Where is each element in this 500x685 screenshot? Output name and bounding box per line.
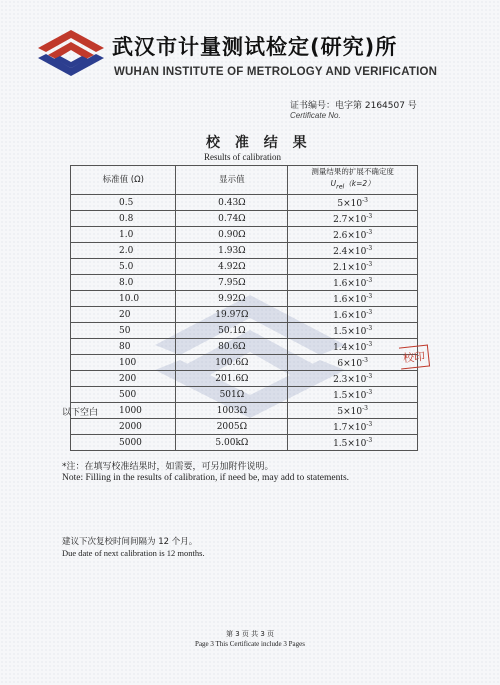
uncertainty-base: 6×10 [337, 359, 363, 369]
uncertainty-exponent: -3 [362, 357, 368, 364]
uncertainty-exponent: -3 [366, 437, 373, 444]
standard-value-cell: 0.5 [71, 195, 176, 211]
uncertainty-cell [288, 195, 418, 211]
table-row [71, 275, 418, 291]
header-standard: 标准值 (Ω) [71, 166, 176, 195]
results-title-en: Results of calibration [204, 152, 281, 162]
reading-value-cell: 4.92Ω [176, 259, 288, 275]
u-subscript: rel [336, 183, 345, 191]
uncertainty-cell [288, 371, 418, 387]
due-date-cn: 建议下次复校时间间隔为 12 个月。 [62, 537, 198, 547]
uncertainty-exponent: -3 [366, 421, 373, 428]
note-en: Note: Filling in the results of calibration, if need be, may add to statements. [62, 473, 350, 483]
uncertainty-cell [288, 291, 418, 307]
reading-value-cell: 0.43Ω [176, 195, 288, 211]
org-name-en: WUHAN INSTITUTE OF METROLOGY AND VERIFICATION [114, 66, 438, 78]
uncertainty-exponent: -3 [366, 229, 373, 236]
standard-value-cell: 20 [71, 307, 176, 323]
uncertainty-base: 2.7×10 [333, 215, 367, 225]
header-reading: 显示值 [176, 166, 288, 195]
uncertainty-exponent: -3 [366, 245, 373, 252]
uncertainty-base: 1.7×10 [333, 423, 367, 433]
table-row [71, 307, 418, 323]
uncertainty-exponent: -3 [362, 197, 368, 204]
table-row [71, 227, 418, 243]
uncertainty-base: 1.5×10 [333, 391, 367, 401]
uncertainty-exponent: -3 [366, 309, 373, 316]
header-uncertainty-symbol [288, 178, 417, 194]
uncertainty-base: 2.4×10 [333, 247, 367, 257]
calibration-table [70, 165, 418, 451]
reading-value-cell: 9.92Ω [176, 291, 288, 307]
table-row [71, 195, 418, 211]
standard-value-cell: 1.0 [71, 227, 176, 243]
uncertainty-cell [288, 339, 418, 355]
standard-value-cell: 2.0 [71, 243, 176, 259]
uncertainty-cell [288, 259, 418, 275]
reading-value-cell: 7.95Ω [176, 275, 288, 291]
table-row [71, 259, 418, 275]
uncertainty-cell [288, 419, 418, 435]
table-row [71, 243, 418, 259]
org-name-cn: 武汉市计量测试检定(研究)所 [112, 35, 398, 59]
uncertainty-base: 1.6×10 [333, 311, 367, 321]
uncertainty-base: 1.5×10 [333, 439, 367, 449]
header-uncertainty [288, 166, 418, 195]
standard-value-cell: 200 [71, 371, 176, 387]
reading-value-cell: 19.97Ω [176, 307, 288, 323]
uncertainty-exponent: -3 [366, 293, 373, 300]
uncertainty-exponent: -3 [366, 389, 373, 396]
uncertainty-base: 2.1×10 [333, 263, 367, 273]
header-uncertainty-title: 测量结果的扩展不确定度 [311, 167, 394, 177]
reading-value-cell: 2005Ω [176, 419, 288, 435]
table-row [71, 419, 418, 435]
due-date-en: Due date of next calibration is 12 months. [62, 548, 205, 558]
uncertainty-cell [288, 403, 418, 419]
results-title-cn: 校 准 结 果 [206, 135, 312, 151]
reading-value-cell: 1003Ω [176, 403, 288, 419]
uncertainty-exponent: -3 [366, 261, 373, 268]
reading-value-cell: 201.6Ω [176, 371, 288, 387]
u-symbol: U [330, 179, 337, 189]
red-seal-stamp: 校印 [399, 345, 430, 370]
uncertainty-base: 5×10 [337, 199, 363, 209]
table-row [71, 355, 418, 371]
reading-value-cell: 50.1Ω [176, 323, 288, 339]
table-row [71, 371, 418, 387]
note-cn: *注：在填写校准结果时，如需要，可另加附件说明。 [62, 462, 274, 472]
standard-value-cell: 50 [71, 323, 176, 339]
table-row [71, 435, 418, 451]
page-number-cn: 第 3 页 共 3 页 [225, 630, 275, 638]
k-factor: （k=2） [344, 179, 375, 189]
uncertainty-cell [288, 243, 418, 259]
standard-value-cell: 1000 [71, 403, 176, 419]
uncertainty-base: 1.6×10 [333, 279, 367, 289]
uncertainty-base: 2.3×10 [333, 375, 367, 385]
standard-value-cell: 0.8 [71, 211, 176, 227]
standard-value-cell: 80 [71, 339, 176, 355]
uncertainty-base: 1.6×10 [333, 295, 367, 305]
certificate-number: 证书编号：电字第 2164507 号 [290, 101, 417, 111]
institute-logo [36, 28, 106, 80]
standard-value-cell: 5.0 [71, 259, 176, 275]
table-row [71, 291, 418, 307]
uncertainty-exponent: -3 [366, 277, 373, 284]
uncertainty-cell [288, 435, 418, 451]
standard-value-cell: 500 [71, 387, 176, 403]
table-row [71, 323, 418, 339]
table-row [71, 339, 418, 355]
table-row [71, 403, 418, 419]
standard-value-cell: 10.0 [71, 291, 176, 307]
uncertainty-base: 5×10 [337, 407, 363, 417]
uncertainty-exponent: -3 [366, 325, 373, 332]
reading-value-cell: 501Ω [176, 387, 288, 403]
uncertainty-base: 2.6×10 [333, 231, 367, 241]
standard-value-cell: 2000 [71, 419, 176, 435]
reading-value-cell: 80.6Ω [176, 339, 288, 355]
reading-value-cell: 5.00kΩ [176, 435, 288, 451]
uncertainty-cell [288, 307, 418, 323]
table-row [71, 387, 418, 403]
uncertainty-exponent: -3 [362, 405, 368, 412]
uncertainty-exponent: -3 [366, 373, 373, 380]
uncertainty-cell [288, 211, 418, 227]
blank-below-note: 以下空白 [62, 408, 99, 418]
reading-value-cell: 1.93Ω [176, 243, 288, 259]
uncertainty-cell [288, 355, 418, 371]
reading-value-cell: 0.74Ω [176, 211, 288, 227]
uncertainty-exponent: -3 [366, 341, 373, 348]
reading-value-cell: 0.90Ω [176, 227, 288, 243]
uncertainty-base: 1.4×10 [333, 343, 367, 353]
reading-value-cell: 100.6Ω [176, 355, 288, 371]
page-number-en: Page 3 This Certificate include 3 Pages [195, 640, 305, 648]
uncertainty-cell [288, 323, 418, 339]
uncertainty-cell [288, 387, 418, 403]
standard-value-cell: 8.0 [71, 275, 176, 291]
uncertainty-cell [288, 227, 418, 243]
uncertainty-exponent: -3 [366, 213, 373, 220]
uncertainty-cell [288, 275, 418, 291]
certificate-number-label-en: Certificate No. [290, 111, 341, 120]
table-row [71, 211, 418, 227]
uncertainty-base: 1.5×10 [333, 327, 367, 337]
standard-value-cell: 100 [71, 355, 176, 371]
standard-value-cell: 5000 [71, 435, 176, 451]
table-header-row [71, 166, 418, 195]
